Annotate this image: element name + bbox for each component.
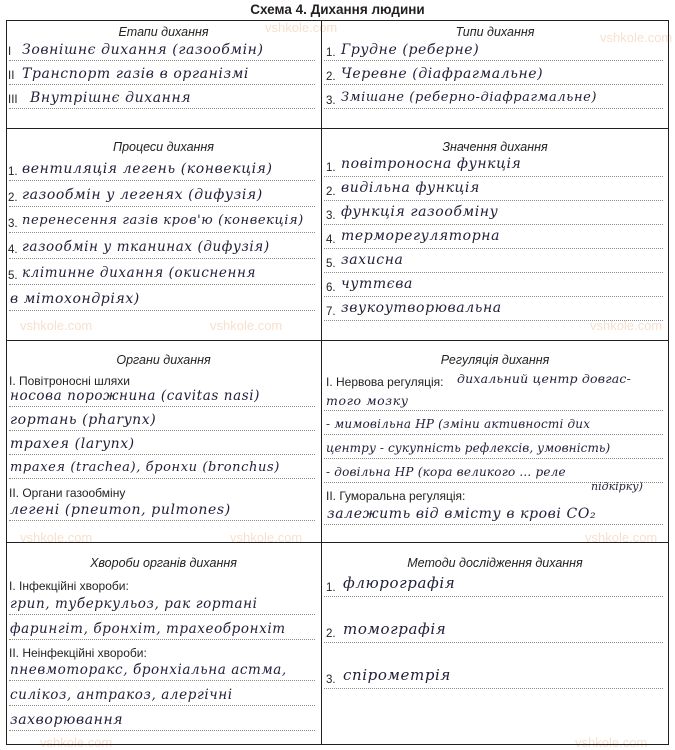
method-item: спірометрія xyxy=(343,666,451,684)
significance-number: 4. xyxy=(326,234,336,246)
significance-item: чуттєва xyxy=(341,276,413,292)
type-item: Черевне (діафрагмальне) xyxy=(341,66,544,82)
writing-line xyxy=(9,430,315,431)
process-item: клітинне дихання (окиснення xyxy=(22,265,256,281)
stage-number: I xyxy=(8,46,12,58)
nervous-regulation-line: - довільна НР (кора великого ... реле xyxy=(326,465,566,479)
writing-line xyxy=(9,730,315,731)
regulation-cell xyxy=(321,340,669,542)
method-number: 1. xyxy=(326,582,336,594)
writing-line xyxy=(324,296,663,297)
writing-line xyxy=(9,108,315,109)
method-number: 3. xyxy=(326,674,336,686)
methods-heading: Методи дослідження дихання xyxy=(407,556,583,570)
significance-heading: Значення дихання xyxy=(442,140,548,154)
writing-line xyxy=(324,60,663,61)
organs-heading: Органи дихання xyxy=(116,353,211,367)
nervous-regulation-line: того мозку xyxy=(326,393,409,408)
nervous-regulation-line: підкірку) xyxy=(591,480,643,493)
humoral-regulation-label: II. Гуморальна регуляція: xyxy=(326,489,466,503)
watermark: vshkole.com xyxy=(590,318,663,333)
humoral-regulation-text: залежить від вмісту в крові CO₂ xyxy=(327,506,597,522)
writing-line xyxy=(9,258,315,259)
method-item: флюрографія xyxy=(343,574,456,592)
writing-line xyxy=(324,524,663,525)
type-number: 2. xyxy=(326,71,336,83)
writing-line xyxy=(324,642,663,643)
stage-item: Зовнішнє дихання (газообмін) xyxy=(22,42,264,58)
writing-line xyxy=(9,60,315,61)
processes-heading: Процеси дихання xyxy=(113,140,214,154)
writing-line xyxy=(9,84,315,85)
noninfectious-item: пневмоторакс, бронхіальна астма, xyxy=(10,662,287,678)
writing-line xyxy=(9,206,315,207)
process-item: вентиляція легень (конвекція) xyxy=(22,161,273,177)
watermark: vshkole.com xyxy=(265,20,338,35)
writing-line xyxy=(324,108,663,109)
noninfectious-item: силікоз, антракоз, алергічні xyxy=(10,687,233,703)
writing-line xyxy=(324,272,663,273)
watermark: vshkole.com xyxy=(210,318,283,333)
significance-item: повітроносна функція xyxy=(341,156,522,172)
writing-line xyxy=(324,434,663,435)
writing-line xyxy=(9,406,315,407)
writing-line xyxy=(9,614,315,615)
writing-line xyxy=(324,688,663,689)
airway-item: трахея (larynx) xyxy=(10,436,135,452)
significance-number: 1. xyxy=(326,162,336,174)
watermark: vshkole.com xyxy=(585,530,658,545)
diseases-heading: Хвороби органів дихання xyxy=(90,556,237,570)
significance-number: 3. xyxy=(326,210,336,222)
organs-cell xyxy=(6,340,321,542)
writing-line xyxy=(9,478,315,479)
type-item: Грудне (реберне) xyxy=(341,42,480,58)
significance-number: 7. xyxy=(326,306,336,318)
process-number: 1. xyxy=(8,166,18,178)
watermark: vshkole.com xyxy=(575,735,648,750)
writing-line xyxy=(9,639,315,640)
types-cell xyxy=(321,20,669,128)
nervous-regulation-text: дихальний центр довгас- xyxy=(457,371,632,386)
significance-number: 2. xyxy=(326,186,336,198)
writing-line xyxy=(324,410,663,411)
scheme-title: Схема 4. Дихання людини xyxy=(250,2,425,17)
significance-item: видільна функція xyxy=(341,180,480,196)
processes-cell xyxy=(6,128,321,340)
watermark: vshkole.com xyxy=(600,30,673,45)
writing-line xyxy=(9,520,315,521)
significance-item: функція газообміну xyxy=(341,204,499,220)
type-number: 1. xyxy=(326,47,336,59)
noninfectious-label: II. Неінфекційні хвороби: xyxy=(9,646,147,660)
airway-item: носова порожнина (cavitas nasi) xyxy=(10,388,261,404)
significance-cell xyxy=(321,128,669,340)
writing-line xyxy=(324,224,663,225)
process-number: 3. xyxy=(8,218,18,230)
airway-item: трахея (trachea), бронхи (bronchus) xyxy=(10,460,280,475)
stages-cell xyxy=(6,20,321,128)
writing-line xyxy=(9,705,315,706)
significance-number: 5. xyxy=(326,258,336,270)
writing-line xyxy=(9,310,315,311)
writing-line xyxy=(324,320,663,321)
process-item: перенесення газів кров'ю (конвекція) xyxy=(22,213,304,228)
noninfectious-item: захворювання xyxy=(10,712,124,728)
stages-heading: Етапи дихання xyxy=(118,25,209,39)
writing-line xyxy=(324,176,663,177)
process-item-continuation: в мітохондріях) xyxy=(10,291,140,307)
nervous-regulation-line: - мимовільна НР (зміни активності дих xyxy=(326,417,591,431)
significance-number: 6. xyxy=(326,282,336,294)
infectious-item: грип, туберкульоз, рак гортані xyxy=(10,596,258,612)
nervous-regulation-label: I. Нервова регуляція: xyxy=(326,375,444,389)
infectious-item: фарингіт, бронхіт, трахеобронхіт xyxy=(10,621,286,637)
stage-item: Внутрішнє дихання xyxy=(30,90,192,106)
type-number: 3. xyxy=(326,95,336,107)
gas-exchange-label: II. Органи газообміну xyxy=(9,486,126,500)
writing-line xyxy=(324,248,663,249)
infectious-label: I. Інфекційні хвороби: xyxy=(9,579,129,593)
stage-number: III xyxy=(8,94,18,106)
significance-item: захисна xyxy=(341,252,404,268)
process-item: газообмін у тканинах (дифузія) xyxy=(22,239,270,255)
gas-exchange-item: легені (pneumon, pulmones) xyxy=(10,502,231,518)
process-number: 2. xyxy=(8,192,18,204)
process-number: 4. xyxy=(8,244,18,256)
writing-line xyxy=(324,200,663,201)
watermark: vshkole.com xyxy=(40,735,113,750)
method-number: 2. xyxy=(326,628,336,640)
methods-cell xyxy=(321,542,669,745)
airways-label: I. Повітроносні шляхи xyxy=(9,374,130,388)
writing-line xyxy=(324,596,663,597)
stage-item: Транспорт газів в організмі xyxy=(22,66,250,82)
writing-line xyxy=(9,180,315,181)
airway-item: гортань (pharynx) xyxy=(10,412,157,428)
significance-item: звукоутворювальна xyxy=(341,300,502,316)
watermark: vshkole.com xyxy=(20,318,93,333)
writing-line xyxy=(9,232,315,233)
type-item: Змішане (реберно-діафрагмальне) xyxy=(341,90,598,105)
writing-line xyxy=(324,84,663,85)
significance-item: терморегуляторна xyxy=(341,228,501,244)
regulation-heading: Регуляція дихання xyxy=(440,353,550,367)
writing-line xyxy=(9,454,315,455)
diseases-cell xyxy=(6,542,321,745)
writing-line xyxy=(9,680,315,681)
types-heading: Типи дихання xyxy=(455,25,535,39)
method-item: томографія xyxy=(343,620,447,638)
nervous-regulation-line: центру - сукупність рефлексів, умовність) xyxy=(326,441,611,455)
watermark: vshkole.com xyxy=(230,530,303,545)
process-item: газообмін у легенях (дифузія) xyxy=(22,187,263,203)
process-number: 5. xyxy=(8,270,18,282)
stage-number: II xyxy=(8,70,15,82)
writing-line xyxy=(324,458,663,459)
writing-line xyxy=(9,284,315,285)
watermark: vshkole.com xyxy=(20,530,93,545)
